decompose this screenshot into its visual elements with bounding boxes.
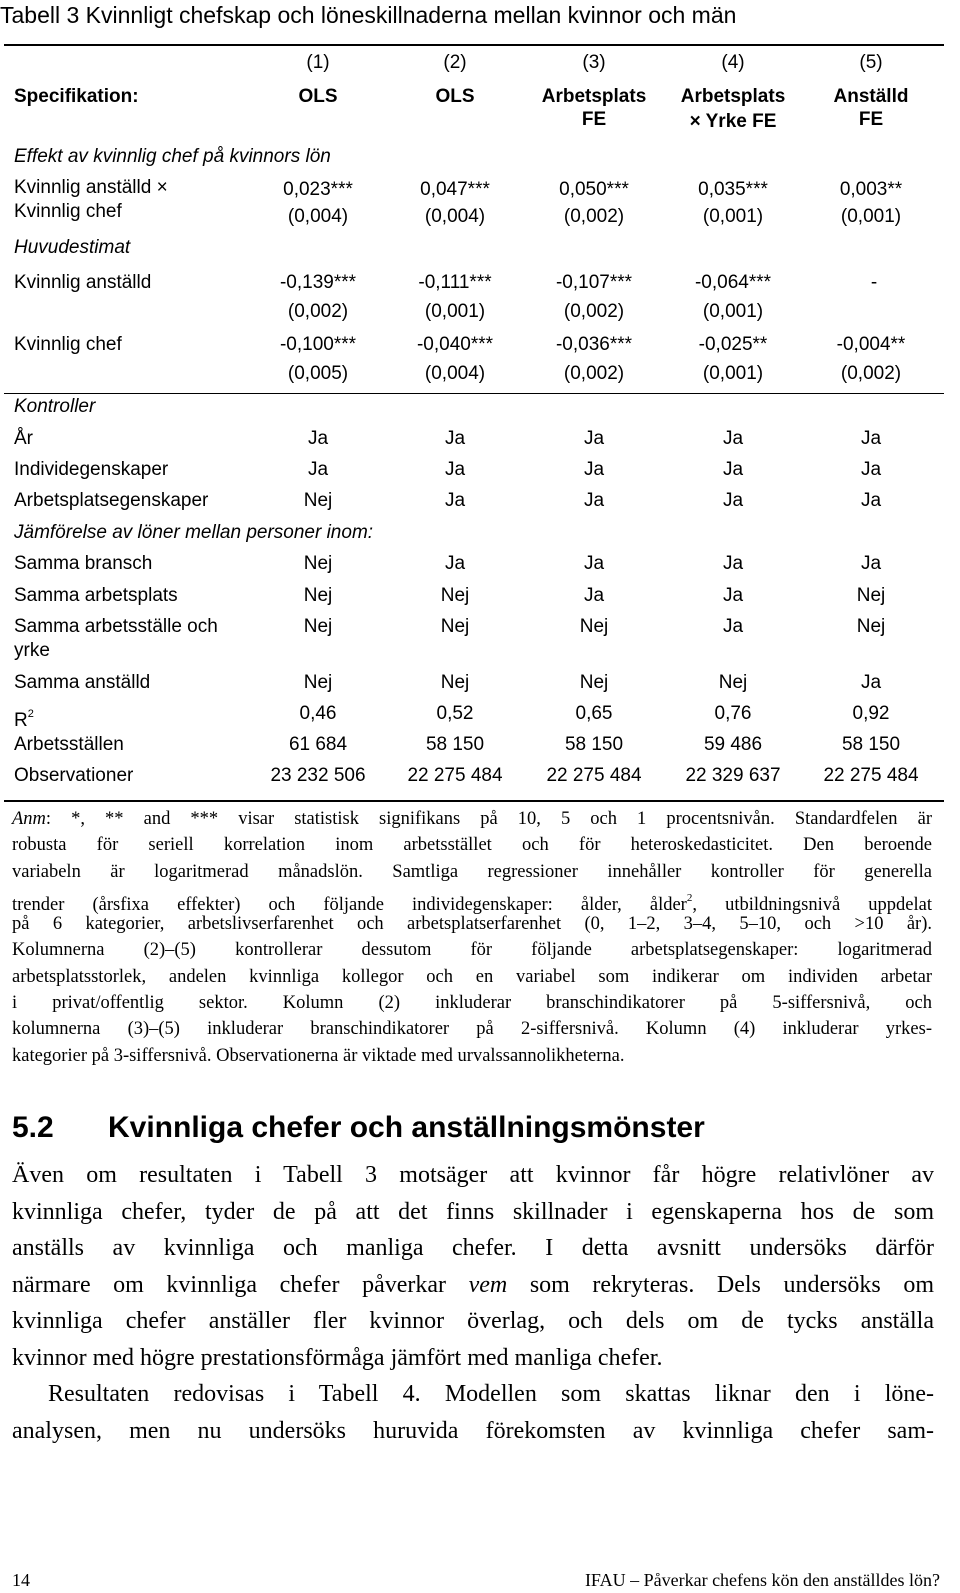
section-compare-label: Jämförelse av löner mellan personer inom: — [14, 522, 374, 543]
note-line: Kolumnerna (2)–(5) kontrollerar dessutom för följande arbetsplatsegenskaper: logaritmerad — [12, 940, 932, 961]
value-cell: Nej — [303, 585, 333, 606]
paragraph-line: anställs av kvinnliga och manliga chefer. I detta avsnitt undersöks därför — [12, 1235, 934, 1262]
value-cell: 61 684 — [288, 734, 348, 755]
coef-cell: -0,139*** — [279, 272, 357, 293]
table-bottom-rule — [4, 800, 944, 802]
paragraph-line — [12, 1267, 934, 1304]
row-label-line2: yrke — [14, 640, 50, 661]
col-number-2: (2) — [443, 52, 467, 73]
paragraph-line: Även om resultaten i Tabell 3 motsäger att kvinnor får högre relativlöner av — [12, 1162, 934, 1188]
table-mid-rule — [4, 393, 944, 394]
value-cell: 58 150 — [841, 734, 901, 755]
table-note — [12, 806, 932, 1069]
row-label: År — [14, 428, 33, 449]
col-head-3-line2: FE — [581, 109, 607, 130]
value-cell: 59 486 — [703, 734, 763, 755]
note-line: kolumnerna (3)–(5) inkluderar branschindikatorer på 2-siffersnivå. Kolumn (4) inkluderar yrkes- — [12, 1019, 932, 1040]
section-number: 5.2 — [12, 1111, 54, 1144]
table-caption: Tabell 3 Kvinnligt chefskap och löneskillnaderna mellan kvinnor och män — [0, 2, 737, 28]
value-cell: Ja — [860, 553, 882, 574]
row-label: Samma arbetsställe och — [14, 616, 218, 637]
value-cell: 0,52 — [436, 703, 474, 724]
value-cell: 0,76 — [714, 703, 752, 724]
note-line: arbetsplatsstorlek, andelen kvinnliga kollegor och en variabel som indikerar om individen arbetar — [12, 966, 932, 987]
note-text: : *, ** and *** visar statistisk signifikans på 10, 5 och 1 procentsnivån. Standardfelen är — [45, 809, 932, 829]
note-line — [12, 806, 932, 832]
value-cell: 22 275 484 — [407, 765, 503, 786]
value-cell: Nej — [579, 672, 609, 693]
note-anm: Anm — [12, 809, 46, 829]
running-title: IFAU – Påverkar chefens kön den anställdes lön? — [584, 1570, 940, 1590]
row-label: Arbetsställen — [14, 734, 124, 755]
row-label — [14, 703, 34, 732]
note-superscript: 2 — [686, 891, 693, 904]
paragraph-line: kvinnliga chefer anställer fler kvinnor överlag, och dels om de tycks anställa — [12, 1308, 934, 1335]
coef-cell: -0,025** — [698, 334, 768, 355]
paragraph-line: Resultaten redovisas i Tabell 4. Modellen som skattas liknar den i löne- — [48, 1381, 934, 1407]
value-cell: Nej — [440, 616, 470, 637]
value-cell: Ja — [583, 459, 605, 480]
value-cell: Nej — [440, 672, 470, 693]
coef-cell: -0,036*** — [555, 334, 633, 355]
value-cell: Nej — [856, 616, 886, 637]
value-cell: Ja — [722, 428, 744, 449]
female-manager-label: Kvinnlig chef — [14, 334, 122, 355]
paragraph — [12, 1157, 934, 1377]
value-cell: Ja — [860, 459, 882, 480]
value-cell: 0,46 — [299, 703, 337, 724]
col-head-4: Arbetsplats — [680, 86, 786, 107]
value-cell: Nej — [440, 585, 470, 606]
coef-cell: -0,040*** — [416, 334, 494, 355]
value-cell: Nej — [856, 585, 886, 606]
value-cell: Ja — [860, 672, 882, 693]
value-cell: Nej — [303, 616, 333, 637]
note-line: robusta för seriell korrelation inom arbetsstället och för heteroskedasticitet. Den beroende — [12, 835, 932, 856]
paragraph-line: kvinnor med högre prestationsförmåga jämfört med manliga chefer. — [12, 1344, 663, 1371]
value-cell: 22 329 637 — [685, 765, 781, 786]
value-cell: Ja — [722, 553, 744, 574]
se-cell: (0,002) — [563, 363, 625, 384]
r2-superscript: 2 — [27, 708, 34, 720]
page-number: 14 — [12, 1570, 30, 1590]
col-number-1: (1) — [306, 52, 330, 73]
value-cell: 0,92 — [852, 703, 890, 724]
se-cell: (0,004) — [424, 363, 486, 384]
female-employee-label: Kvinnlig anställd — [14, 272, 152, 293]
coef-cell: -0,107*** — [555, 272, 633, 293]
value-cell: 22 275 484 — [546, 765, 642, 786]
coef-cell: 0,035*** — [698, 179, 768, 200]
interaction-label: Kvinnlig anställd × — [14, 177, 168, 198]
row-label: Samma anställd — [14, 672, 151, 693]
emphasis: vem — [468, 1271, 508, 1298]
value-cell: Ja — [722, 490, 744, 511]
section-main-label: Huvudestimat — [14, 237, 131, 258]
value-cell: Ja — [583, 553, 605, 574]
paragraph-text: närmare om kvinnliga chefer påverkar — [12, 1271, 469, 1298]
note-line: variabeln är logaritmerad månadslön. Samtliga regressioner innehåller kontroller för generella — [12, 861, 932, 882]
row-label: Individegenskaper — [14, 459, 169, 480]
value-cell: Ja — [583, 585, 605, 606]
value-cell: Ja — [444, 428, 466, 449]
coef-cell: - — [870, 272, 878, 293]
coef-cell: 0,050*** — [559, 179, 629, 200]
col-head-5-line2: FE — [858, 109, 884, 130]
col-number-3: (3) — [582, 52, 606, 73]
value-cell: Nej — [303, 672, 333, 693]
value-cell: 58 150 — [564, 734, 624, 755]
r2-label: R — [14, 710, 28, 731]
value-cell: Nej — [718, 672, 748, 693]
value-cell: 22 275 484 — [823, 765, 919, 786]
note-line: i privat/offentlig sektor. Kolumn (2) inkluderar branschindikatorer på 5-siffersnivå, och — [12, 993, 932, 1014]
note-line — [12, 885, 933, 915]
value-cell: Ja — [444, 490, 466, 511]
coef-cell: -0,064*** — [694, 272, 772, 293]
col-head-4-line2: × Yrke FE — [689, 111, 777, 132]
value-cell: Ja — [444, 459, 466, 480]
value-cell: Ja — [583, 428, 605, 449]
coef-cell: -0,100*** — [279, 334, 357, 355]
row-label: Samma bransch — [14, 553, 153, 574]
value-cell: Ja — [860, 428, 882, 449]
col-number-4: (4) — [721, 52, 745, 73]
interaction-label-line2: Kvinnlig chef — [14, 201, 122, 222]
se-cell: (0,001) — [702, 206, 764, 227]
value-cell: 0,65 — [575, 703, 613, 724]
value-cell: Ja — [860, 490, 882, 511]
value-cell: 58 150 — [425, 734, 485, 755]
section-effect-label: Effekt av kvinnlig chef på kvinnors lön — [14, 146, 331, 167]
coef-cell: -0,111*** — [418, 272, 492, 293]
se-cell: (0,005) — [287, 363, 349, 384]
value-cell: Nej — [303, 490, 333, 511]
row-label: Samma arbetsplats — [14, 585, 178, 606]
note-line: kategorier på 3-siffersnivå. Observationerna är viktade med urvalssannolikheterna. — [12, 1045, 625, 1066]
col-head-5: Anställd — [833, 86, 909, 107]
se-cell: (0,001) — [702, 301, 764, 322]
paragraph-text: som rekryteras. Dels undersöks om — [507, 1271, 934, 1298]
value-cell: 23 232 506 — [270, 765, 366, 786]
table-top-rule — [4, 44, 944, 46]
col-number-5: (5) — [859, 52, 883, 73]
se-cell: (0,002) — [563, 206, 625, 227]
row-label: Arbetsplatsegenskaper — [14, 490, 209, 511]
coef-cell: 0,047*** — [420, 179, 490, 200]
value-cell: Ja — [307, 459, 329, 480]
value-cell: Nej — [579, 616, 609, 637]
paragraph-line: analysen, men nu undersöks huruvida förekomsten av kvinnliga chefer sam- — [12, 1417, 934, 1444]
value-cell: Ja — [307, 428, 329, 449]
value-cell: Ja — [722, 616, 744, 637]
coef-cell: 0,023*** — [283, 179, 353, 200]
paragraph — [12, 1376, 934, 1449]
note-text: , utbildningsnivå uppdelat — [692, 894, 933, 915]
value-cell: Nej — [303, 553, 333, 574]
note-text: trender (årsfixa effekter) och följande individegenskaper: ålder, ålder — [12, 894, 687, 915]
col-head-1: OLS — [298, 86, 338, 107]
note-line: på 6 kategorier, arbetslivserfarenhet och arbetsplatserfarenhet (0, 1–2, 3–4, 5–10, och >10 år). — [12, 914, 932, 935]
coef-cell: 0,003** — [839, 179, 903, 200]
se-cell: (0,002) — [287, 301, 349, 322]
row-label: Observationer — [14, 765, 134, 786]
coef-cell: -0,004** — [836, 334, 906, 355]
section-heading — [12, 1111, 705, 1145]
section-controls-label: Kontroller — [14, 396, 96, 417]
col-head-3: Arbetsplats — [541, 86, 647, 107]
se-cell: (0,004) — [424, 206, 486, 227]
paragraph-line: kvinnliga chefer, tyder de på att det finns skillnader i egenskaperna hos de som — [12, 1198, 934, 1225]
se-cell: (0,001) — [840, 206, 902, 227]
col-head-2: OLS — [435, 86, 475, 107]
spec-label: Specifikation: — [14, 86, 139, 107]
value-cell: Ja — [444, 553, 466, 574]
se-cell: (0,002) — [840, 363, 902, 384]
section-title: Kvinnliga chefer och anställningsmönster — [108, 1111, 705, 1144]
se-cell: (0,002) — [563, 301, 625, 322]
value-cell: Ja — [722, 459, 744, 480]
value-cell: Ja — [583, 490, 605, 511]
se-cell: (0,001) — [424, 301, 486, 322]
se-cell: (0,004) — [287, 206, 349, 227]
value-cell: Ja — [722, 585, 744, 606]
se-cell: (0,001) — [702, 363, 764, 384]
